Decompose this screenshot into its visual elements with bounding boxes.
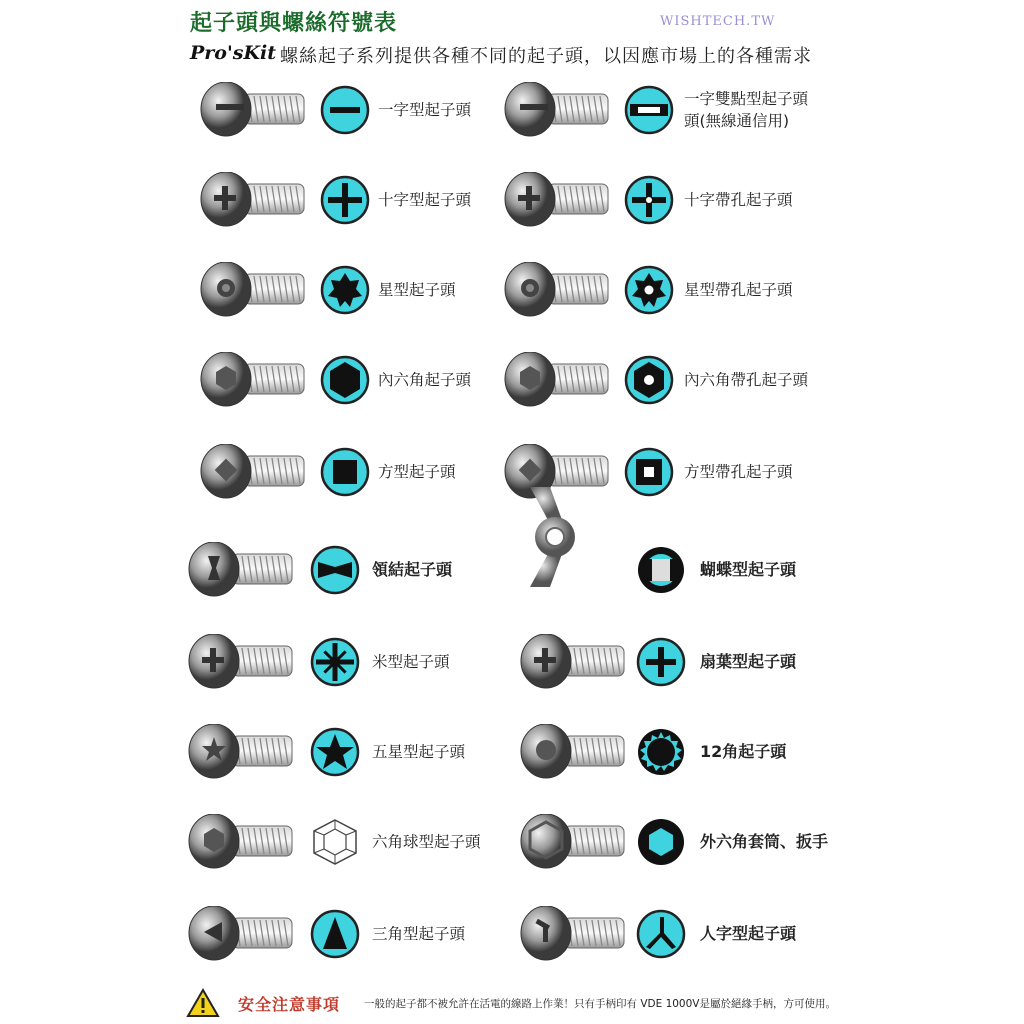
safety-title: 安全注意事項 [238,995,341,1014]
symbol-label: 三角型起子頭 [372,925,466,943]
screw-hex-hole-image [504,352,612,408]
symbol-label: 人字型起子頭 [700,924,797,943]
phillips-hole-icon [624,175,674,225]
butterfly-icon [636,545,686,595]
slot-two-point-icon [624,85,674,135]
external-hex-icon [636,817,686,867]
square-icon [320,447,370,497]
symbol-label: 星型起子頭 [378,281,456,299]
symbol-label: 十字型起子頭 [378,191,472,209]
symbol-label: 外六角套筒、扳手 [700,832,829,851]
twelve-point-icon [636,727,686,777]
pentalobe-icon [310,727,360,777]
symbol-label: 六角球型起子頭 [372,833,481,851]
symbol-label: 領結起子頭 [372,560,453,579]
screw-y-image [520,906,628,962]
symbol-label: 方型起子頭 [378,463,456,481]
screw-pentalobe-image [188,724,296,780]
phillips-icon [320,175,370,225]
symbol-label: 內六角帶孔起子頭 [684,371,809,389]
watermark: WISHTECH.TW [660,14,776,29]
symbol-label: 內六角起子頭 [378,371,472,389]
symbol-label: 一字雙點型起子頭 頭(無線通信用) [684,90,809,130]
screw-triangle-image [188,906,296,962]
symbol-label: 蝴蝶型起子頭 [700,560,797,579]
screw-phillips-hole-image [504,172,612,228]
symbol-label: 12角起子頭 [700,742,787,761]
hex-ball-icon [310,817,360,867]
bowtie-icon [310,545,360,595]
screw-torx-image [200,262,308,318]
screw-pozi-image [188,634,296,690]
torx-icon [320,265,370,315]
fan-icon [636,637,686,687]
screw-bowtie-image [188,542,296,598]
symbol-label: 扇葉型起子頭 [700,652,797,671]
symbol-label: 一字型起子頭 [378,101,472,119]
screw-slot-two-point-image [504,82,612,138]
screw-butterfly-image [520,482,590,592]
brand-logo: Pro'sKit [190,42,276,64]
safety-text: 一般的起子都不被允許在活電的線路上作業！只有手柄印有 VDE 1000V是屬於絕緣手柄，方可使用。 [364,998,836,1010]
symbol-label: 方型帶孔起子頭 [684,463,793,481]
warning-icon [186,988,220,1018]
symbol-label: 五星型起子頭 [372,743,466,761]
pozi-icon [310,637,360,687]
page-title: 起子頭與螺絲符號表 [190,11,398,36]
screw-torx-hole-image [504,262,612,318]
screw-square-image [200,444,308,500]
screw-slot-image [200,82,308,138]
screw-external-hex-image [520,814,628,870]
subtitle: 螺絲起子系列提供各種不同的起子頭，以因應市場上的各種需求 [280,46,812,67]
screw-twelve-point-image [520,724,628,780]
torx-hole-icon [624,265,674,315]
symbol-label: 星型帶孔起子頭 [684,281,793,299]
hex-icon [320,355,370,405]
slot-icon [320,85,370,135]
symbol-label: 十字帶孔起子頭 [684,191,793,209]
screw-hex-image [200,352,308,408]
screw-phillips-image [200,172,308,228]
symbol-label: 米型起子頭 [372,653,450,671]
square-hole-icon [624,447,674,497]
y-icon [636,909,686,959]
screw-fan-image [520,634,628,690]
triangle-icon [310,909,360,959]
screw-hex-ball-image [188,814,296,870]
hex-hole-icon [624,355,674,405]
